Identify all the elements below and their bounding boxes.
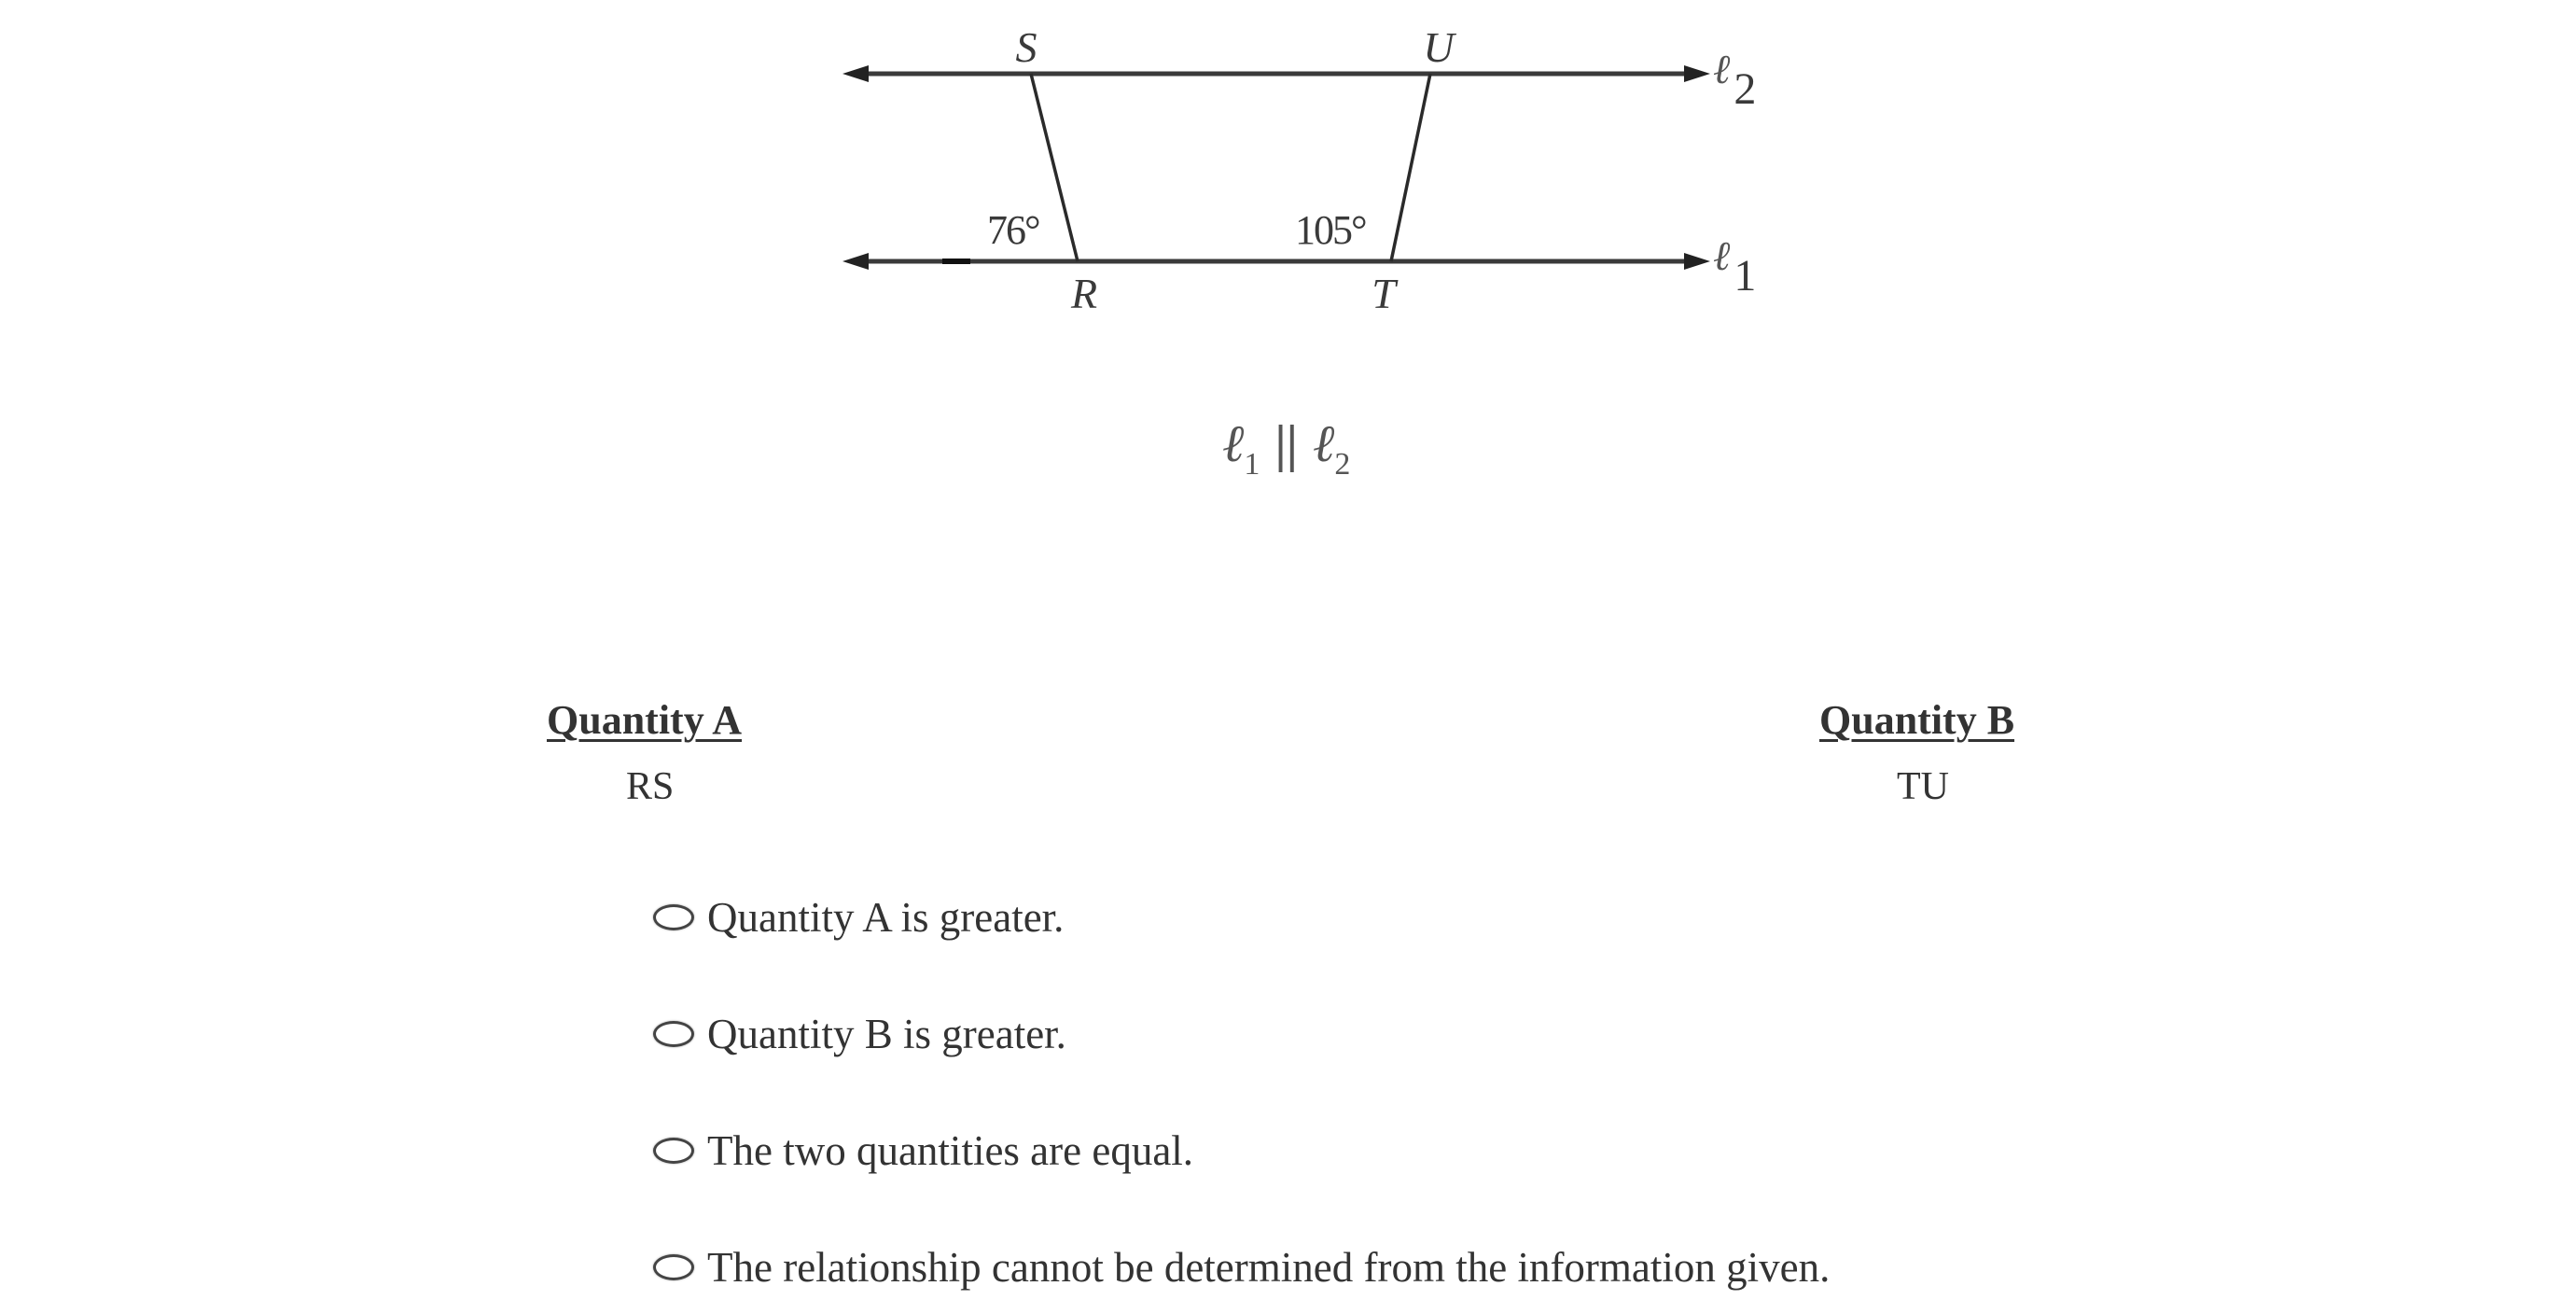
geometry-figure xyxy=(0,0,2576,523)
quantity-b-header: Quantity B xyxy=(1819,697,2015,743)
angle-label-r: 76° xyxy=(987,207,1039,253)
point-label-u: U xyxy=(1423,23,1455,71)
arrow-right-icon xyxy=(1684,65,1710,82)
parallel-caption xyxy=(1222,415,1351,482)
line-subscript: 2 xyxy=(1734,64,1757,114)
line-l1 xyxy=(842,253,1710,270)
arrow-left-icon xyxy=(842,65,869,82)
caption-ell-2: ℓ xyxy=(1313,415,1335,473)
arrow-left-icon xyxy=(842,253,869,270)
caption-sub-1: 1 xyxy=(1244,447,1260,482)
radio-button[interactable] xyxy=(653,1138,694,1164)
point-label-r: R xyxy=(1070,270,1098,317)
option-label: Quantity A is greater. xyxy=(707,893,1065,941)
option-equal[interactable] xyxy=(653,1127,1193,1174)
parallel-symbol: || xyxy=(1274,415,1298,473)
quantity-a-header: Quantity A xyxy=(547,697,743,743)
line-label-l2 xyxy=(1713,47,1757,114)
option-label: The relationship cannot be determined from the information given. xyxy=(707,1243,1831,1291)
ell-symbol: ℓ xyxy=(1713,233,1731,279)
point-label-s: S xyxy=(1015,23,1037,71)
radio-button[interactable] xyxy=(653,1021,694,1047)
line-subscript: 1 xyxy=(1734,251,1757,301)
angle-label-t: 105° xyxy=(1295,207,1366,253)
quantity-b-value: TU xyxy=(1897,765,1949,808)
line-label-l1 xyxy=(1713,233,1757,301)
arrow-right-icon xyxy=(1684,253,1710,270)
segment-tu xyxy=(1391,74,1430,261)
option-label: Quantity B is greater. xyxy=(707,1010,1066,1057)
option-cannot-determine[interactable] xyxy=(653,1244,1830,1291)
caption-ell-1: ℓ xyxy=(1222,415,1245,473)
caption-sub-2: 2 xyxy=(1334,447,1351,482)
option-b-greater[interactable] xyxy=(653,1011,1066,1057)
radio-button[interactable] xyxy=(653,904,694,930)
quantity-a-value: RS xyxy=(626,765,675,808)
radio-button[interactable] xyxy=(653,1254,694,1280)
point-label-t: T xyxy=(1372,270,1396,317)
option-label: The two quantities are equal. xyxy=(707,1126,1194,1174)
option-a-greater[interactable] xyxy=(653,894,1064,941)
line-l2 xyxy=(842,65,1710,82)
ell-symbol: ℓ xyxy=(1713,47,1731,92)
